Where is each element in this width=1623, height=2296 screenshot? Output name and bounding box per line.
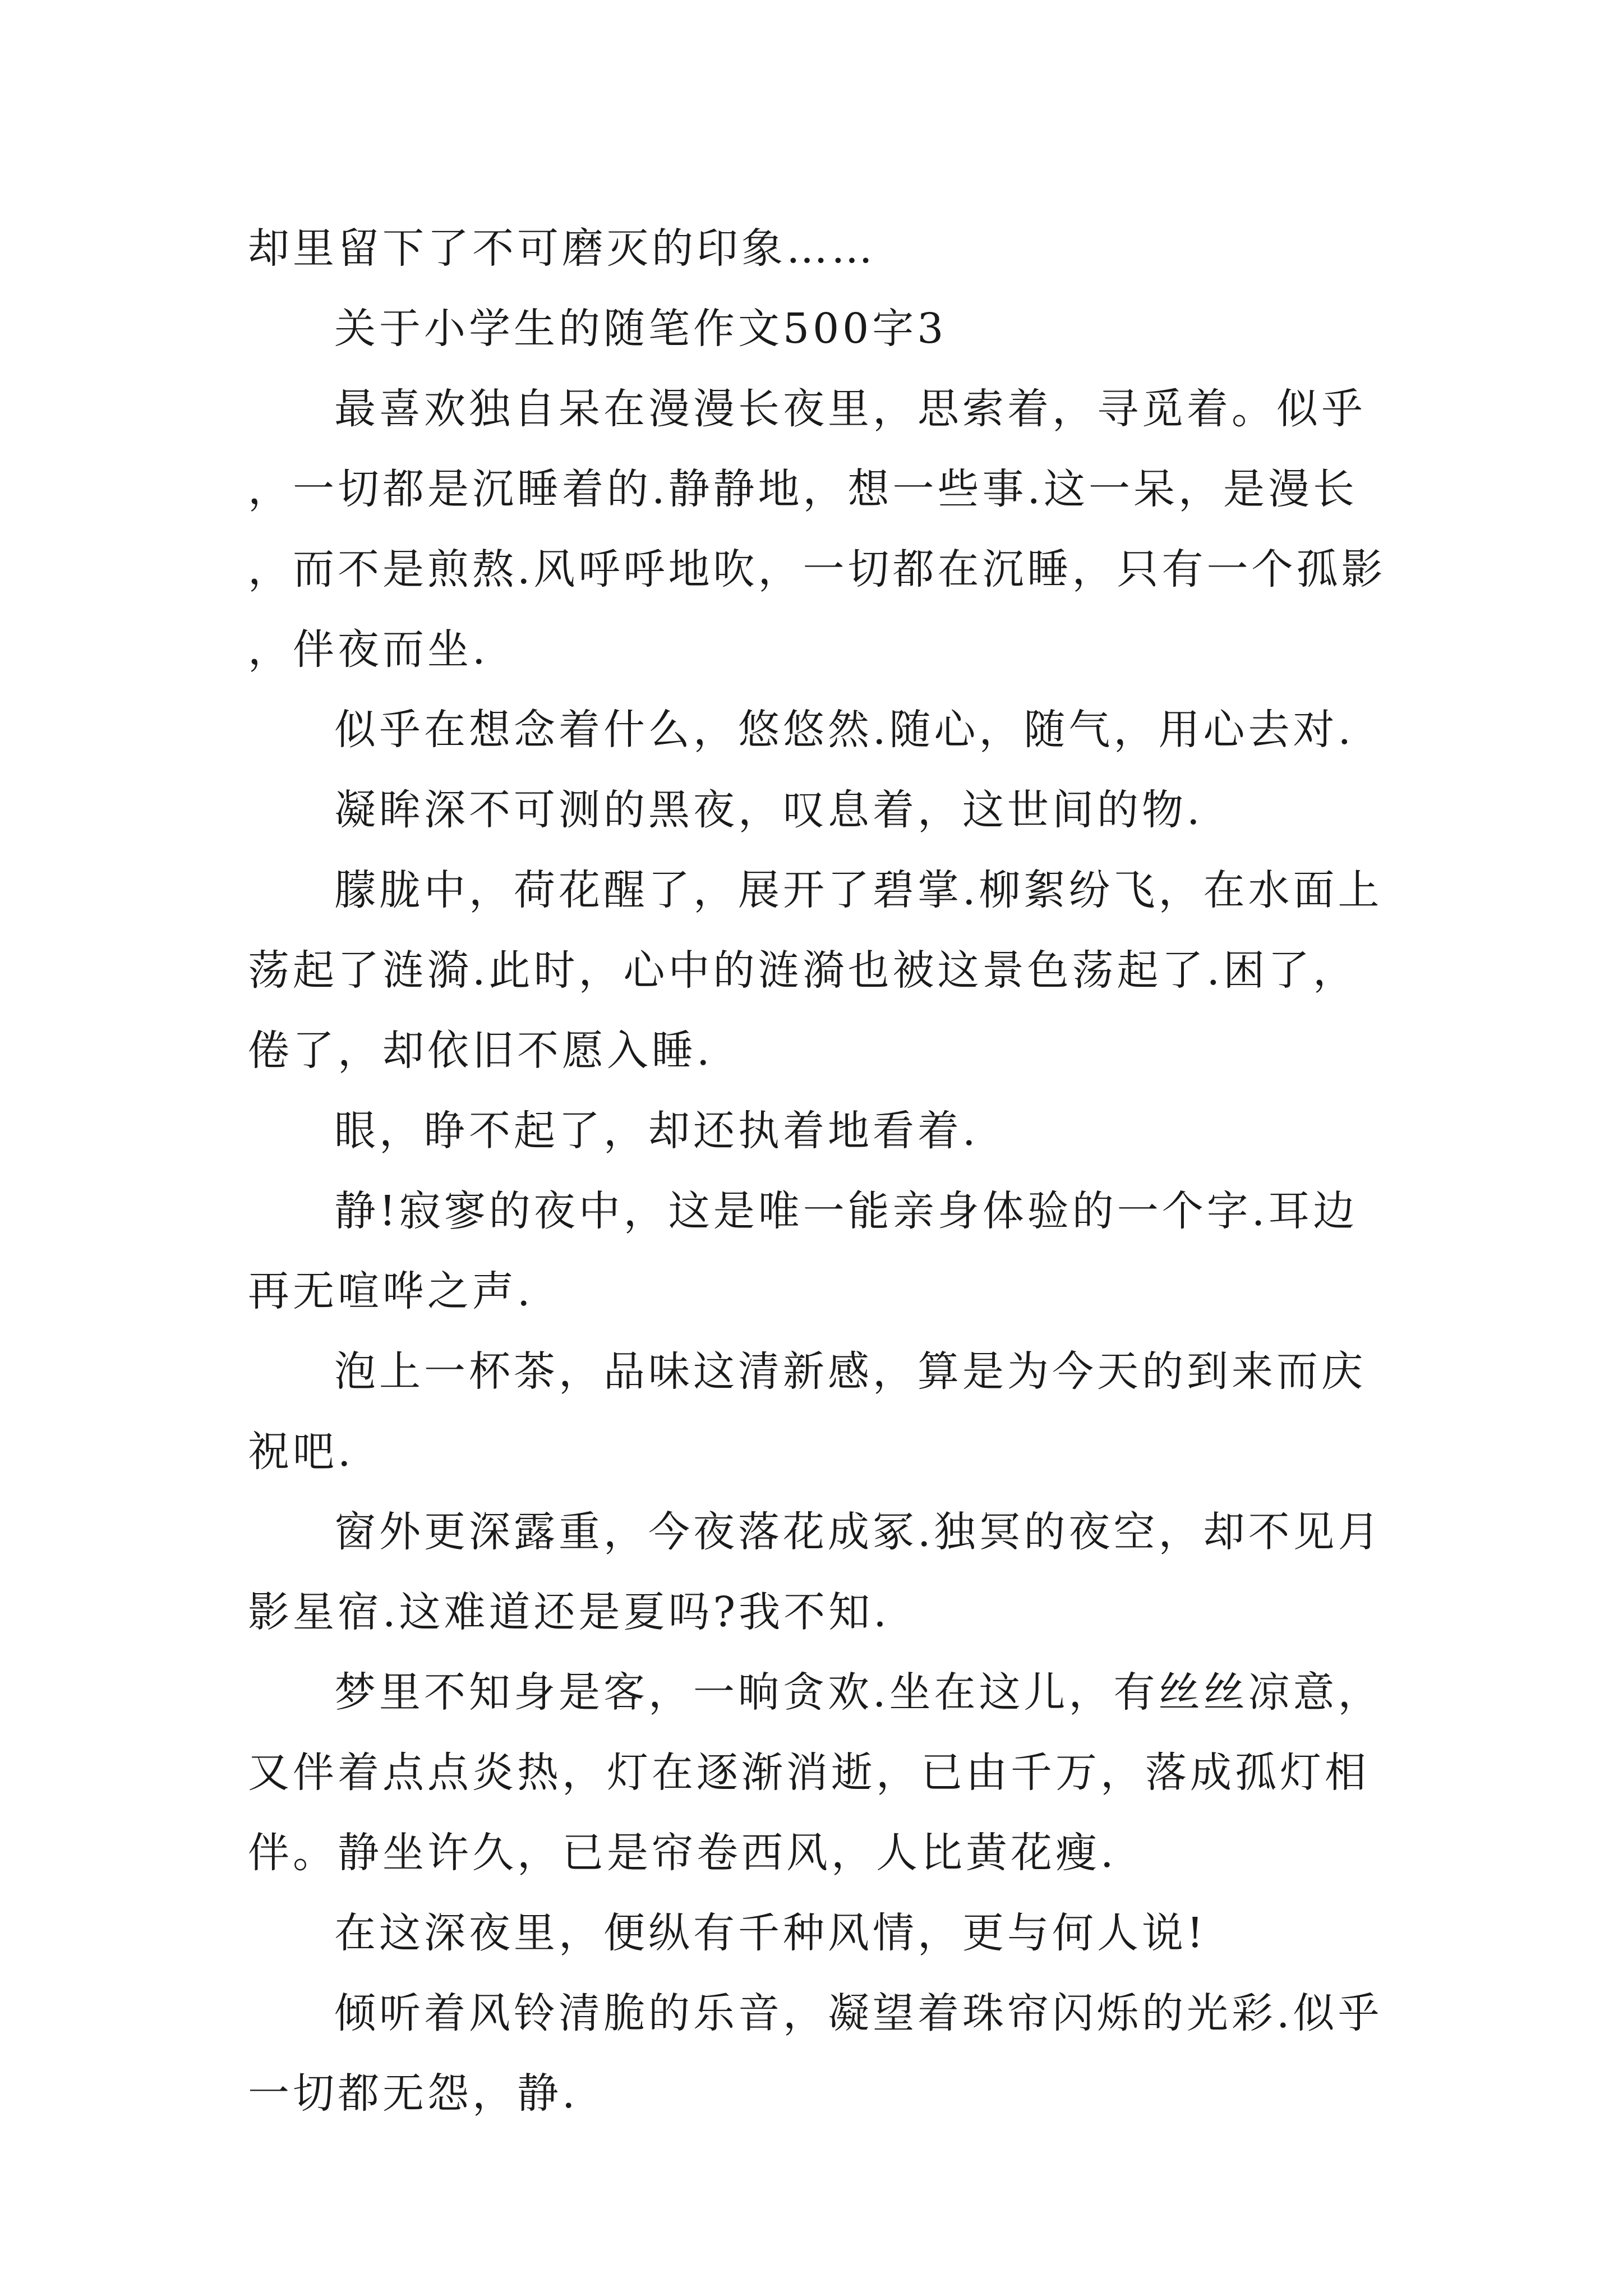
- paragraph: 倾听着风铃清脆的乐音，凝望着珠帘闪烁的光彩.似乎一切都无怨，静.: [248, 1989, 1383, 2118]
- paragraph: 朦胧中，荷花醒了，展开了碧掌.柳絮纷飞，在水面上荡起了涟漪.此时，心中的涟漪也被这景色荡起了.困了，倦了，却依旧不愿入睡.: [248, 866, 1383, 1075]
- paragraph: 梦里不知身是客，一晌贪欢.坐在这儿，有丝丝凉意，又伴着点点炎热，灯在逐渐消逝，已由千万，落成孤灯相伴。静坐许久，已是帘卷西风，人比黄花瘦.: [248, 1668, 1383, 1877]
- paragraph: 泡上一杯茶，品味这清新感，算是为今天的到来而庆祝吧.: [248, 1347, 1366, 1476]
- paragraph: 最喜欢独自呆在漫漫长夜里，思索着，寻觅着。似乎，一切都是沉睡着的.静静地，想一些事.这一呆，是漫长，而不是煎熬.风呼呼地吹，一切都在沉睡，只有一个孤影，伴夜而坐.: [248, 385, 1386, 674]
- paragraph: 似乎在想念着什么，悠悠然.随心，随气，用心去对.: [334, 706, 1355, 754]
- paragraph: 眼，睁不起了，却还执着地看着.: [334, 1107, 979, 1155]
- paragraph: 窗外更深露重，今夜落花成冢.独冥的夜空，却不见月影星宿.这难道还是夏吗?我不知.: [248, 1508, 1383, 1636]
- continued-paragraph: 却里留下了不可磨灭的印象……: [248, 224, 876, 273]
- paragraph: 凝眸深不可测的黑夜，叹息着，这世间的物.: [334, 786, 1204, 834]
- paragraph: 静!寂寥的夜中，这是唯一能亲身体验的一个字.耳边再无喧哗之声.: [248, 1187, 1358, 1315]
- paragraph: 在这深夜里，便纵有千种风情，更与何人说!: [334, 1909, 1207, 1957]
- document-body: [248, 209, 1395, 2134]
- section-heading: 关于小学生的随笔作文500字3: [334, 305, 947, 353]
